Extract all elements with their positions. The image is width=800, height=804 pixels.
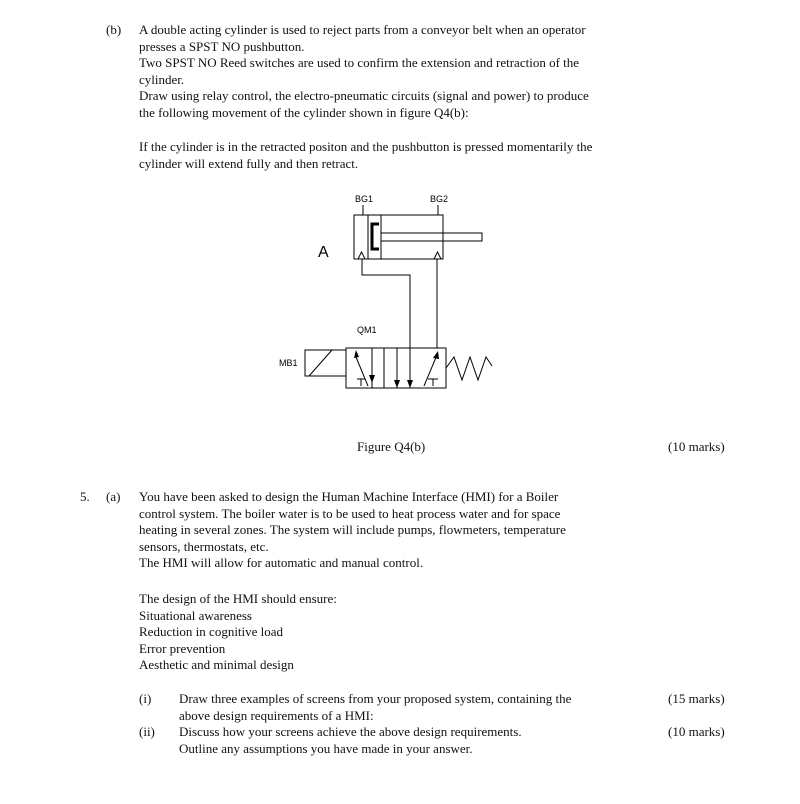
part-a-label: (a)	[106, 489, 121, 504]
question-5-intro	[139, 489, 566, 572]
subquestion-i-text	[179, 691, 571, 724]
arrow-head	[354, 350, 359, 358]
part-b-label: (b)	[106, 22, 122, 37]
valve-label: QM1	[357, 325, 377, 335]
valve-arrow	[424, 355, 437, 386]
arrow-head	[369, 375, 375, 383]
return-spring	[446, 357, 492, 380]
solenoid-box	[305, 350, 346, 376]
design-item: Reduction in cognitive load	[139, 624, 284, 639]
text-line: above design requirements of a HMI:	[179, 707, 374, 723]
piston-cushion	[372, 224, 379, 249]
text-line: You have been asked to design the Human Machine Interface (HMI) for a Boiler	[139, 489, 559, 504]
cylinder-label: A	[318, 244, 329, 261]
sensor-bg2-label: BG2	[430, 194, 449, 204]
port-left	[358, 252, 365, 259]
design-item: Aesthetic and minimal design	[139, 657, 294, 672]
text-line: heating in several zones. The system will include pumps, flowmeters, temperature	[139, 522, 566, 537]
subquestion-i-marks: (15 marks)	[668, 691, 725, 706]
text-line: sensors, thermostats, etc.	[139, 538, 269, 554]
design-item: Situational awareness	[139, 607, 252, 623]
design-requirements	[139, 591, 337, 674]
sensor-bg1-label: BG1	[355, 194, 374, 204]
text-line: If the cylinder is in the retracted positon and the pushbutton is pressed momentarily the	[139, 139, 593, 154]
piston	[368, 215, 381, 259]
solenoid-label: MB1	[279, 358, 298, 368]
subquestion-i-label: (i)	[139, 691, 152, 706]
text-line: Draw using relay control, the electro-pneumatic circuits (signal and power) to produce	[139, 88, 589, 103]
subquestion-ii-marks: (10 marks)	[668, 724, 725, 739]
solenoid-coil	[309, 350, 332, 376]
text-line: the following movement of the cylinder shown in figure Q4(b):	[139, 104, 469, 120]
cylinder-body	[354, 215, 443, 259]
design-heading: The design of the HMI should ensure:	[139, 591, 337, 606]
subquestion-ii-text	[179, 724, 522, 757]
text-line: A double acting cylinder is used to reject parts from a conveyor belt when an operator	[139, 22, 586, 37]
text-line: Discuss how your screens achieve the above design requirements.	[179, 724, 522, 739]
text-line: Draw three examples of screens from your proposed system, containing the	[179, 691, 572, 706]
arrow-head	[394, 380, 400, 388]
text-line: control system. The boiler water is to be used to heat process water and for space	[139, 505, 561, 521]
text-line: cylinder.	[139, 71, 185, 87]
text-line: Two SPST NO Reed switches are used to confirm the extension and retraction of the	[139, 55, 580, 70]
port-right	[434, 252, 441, 259]
design-item: Error prevention	[139, 640, 226, 656]
figure-caption: Figure Q4(b)	[357, 439, 426, 454]
text-line: The HMI will allow for automatic and manual control.	[139, 555, 424, 570]
text-line: Outline any assumptions you have made in your answer.	[179, 740, 473, 756]
text-line: presses a SPST NO pushbutton.	[139, 38, 305, 54]
text-line: cylinder will extend fully and then retract.	[139, 155, 359, 171]
arrow-head	[407, 380, 413, 388]
piston-rod	[381, 233, 482, 241]
part-b-marks: (10 marks)	[668, 439, 725, 454]
valve-arrow	[356, 357, 368, 386]
question-number: 5.	[80, 489, 90, 504]
arrow-head	[433, 351, 439, 359]
subquestion-ii-label: (ii)	[139, 724, 155, 739]
